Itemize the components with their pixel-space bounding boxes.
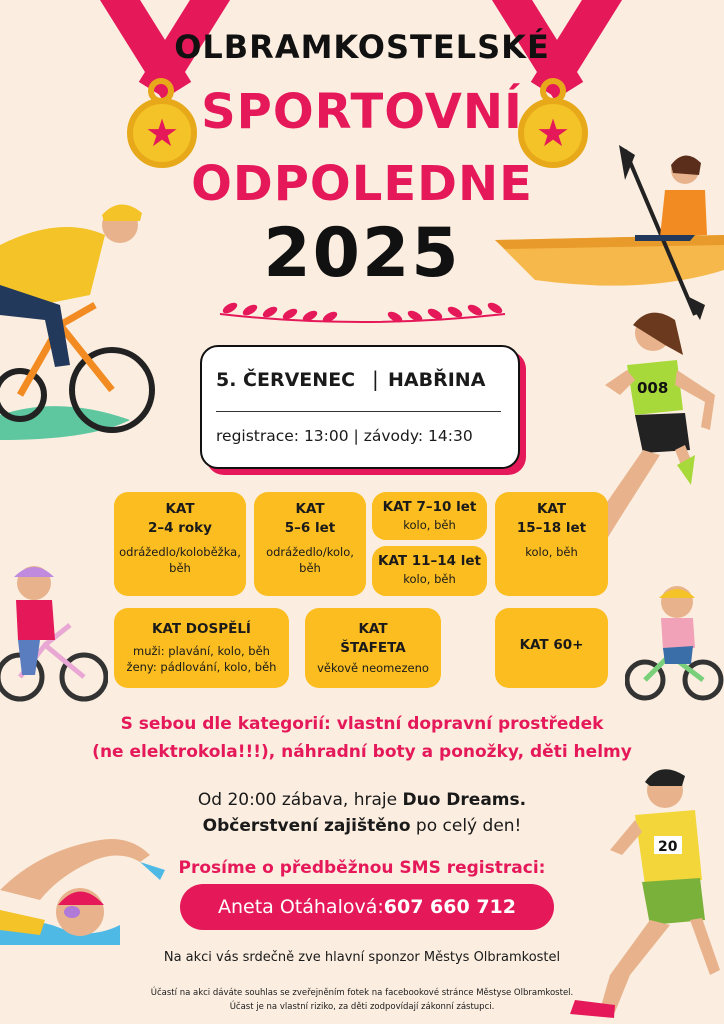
notice-line-1: S sebou dle kategorií: vlastní dopravní prostředek	[120, 714, 604, 734]
category-box-60plus	[495, 608, 608, 688]
event-times: registrace: 13:00 | závody: 14:30	[216, 427, 473, 445]
evening-text: Od 20:00 zábava, hraje	[197, 790, 403, 810]
runner-man-illustration	[570, 760, 724, 1024]
band-name: Duo Dreams.	[402, 790, 527, 810]
contact-phone: 607 660 712	[383, 896, 516, 918]
category-sub: odrážedlo/kolo, běh	[266, 545, 354, 575]
category-title: KAT 2–4 roky	[148, 501, 212, 536]
kayaker-illustration	[495, 145, 724, 320]
category-title: KAT 11–14 let	[377, 553, 482, 569]
contact-name: Aneta Otáhalová:	[217, 896, 384, 918]
footer-line-1: Účastí na akci dáváte souhlas se zveřejněním fotek na facebookové stránce Městyse Olbramkostel.	[150, 988, 574, 998]
registration-contact-pill	[180, 884, 554, 930]
category-title: KAT 60+	[519, 637, 584, 653]
swimmer-illustration	[0, 820, 170, 950]
category-box-5-6	[254, 492, 366, 596]
category-sub: kolo, běh	[403, 518, 456, 532]
laurel-wreath-icon	[210, 296, 515, 330]
category-box-adults	[114, 608, 289, 688]
category-box-11-14	[372, 546, 487, 596]
runner-woman-bib: 008	[637, 379, 669, 397]
category-title: KAT ŠTAFETA	[340, 621, 406, 656]
category-sub: kolo, běh	[403, 572, 456, 586]
girl-on-bike-illustration	[0, 555, 108, 705]
title-line-1: OLBRAMKOSTELSKÉ	[174, 28, 550, 66]
category-box-relay	[305, 608, 441, 688]
title-year: 2025	[263, 214, 461, 293]
cyclist-illustration	[0, 195, 160, 445]
event-info-box	[200, 345, 520, 469]
category-sub: muži: plavání, kolo, běh ženy: pádlování, kolo, běh	[126, 644, 277, 674]
sponsor-text: Na akci vás srdečně zve hlavní sponzor Městys Olbramkostel	[163, 950, 561, 965]
category-title: KAT 15–18 let	[516, 501, 587, 536]
runner-man-bib: 20	[658, 839, 678, 855]
event-place: HABŘINA	[388, 369, 486, 391]
footer-line-2: Účast je na vlastní riziko, za děti zodpovídají zákonní zástupci.	[229, 1002, 495, 1012]
refreshments-text: Občerstvení zajištěno	[202, 816, 411, 836]
info-divider	[216, 411, 501, 412]
category-sub: kolo, běh	[525, 545, 578, 559]
boy-on-bike-illustration	[625, 580, 724, 705]
title-line-3: ODPOLEDNE	[191, 156, 533, 212]
title-line-2: SPORTOVNÍ	[201, 84, 523, 140]
event-date: 5. ČERVENEC	[216, 369, 356, 391]
category-title: KAT DOSPĚLÍ	[152, 621, 251, 637]
category-title: KAT 7–10 let	[382, 499, 477, 515]
category-box-7-10	[372, 492, 487, 540]
medal-left-icon: ★	[127, 98, 197, 168]
notice-line-2: (ne elektrokola!!!), náhradní boty a ponožky, děti helmy	[92, 742, 632, 762]
category-box-2-4	[114, 492, 246, 596]
category-sub: odrážedlo/koloběžka, běh	[119, 545, 241, 575]
category-box-15-18	[495, 492, 608, 596]
category-title: KAT 5–6 let	[284, 501, 336, 536]
medal-right-icon: ★	[518, 98, 588, 168]
info-separator: |	[372, 367, 379, 391]
registration-prompt: Prosíme o předběžnou SMS registraci:	[178, 858, 546, 878]
refreshments-rest: po celý den!	[410, 816, 522, 836]
category-sub: věkově neomezeno	[317, 661, 429, 675]
